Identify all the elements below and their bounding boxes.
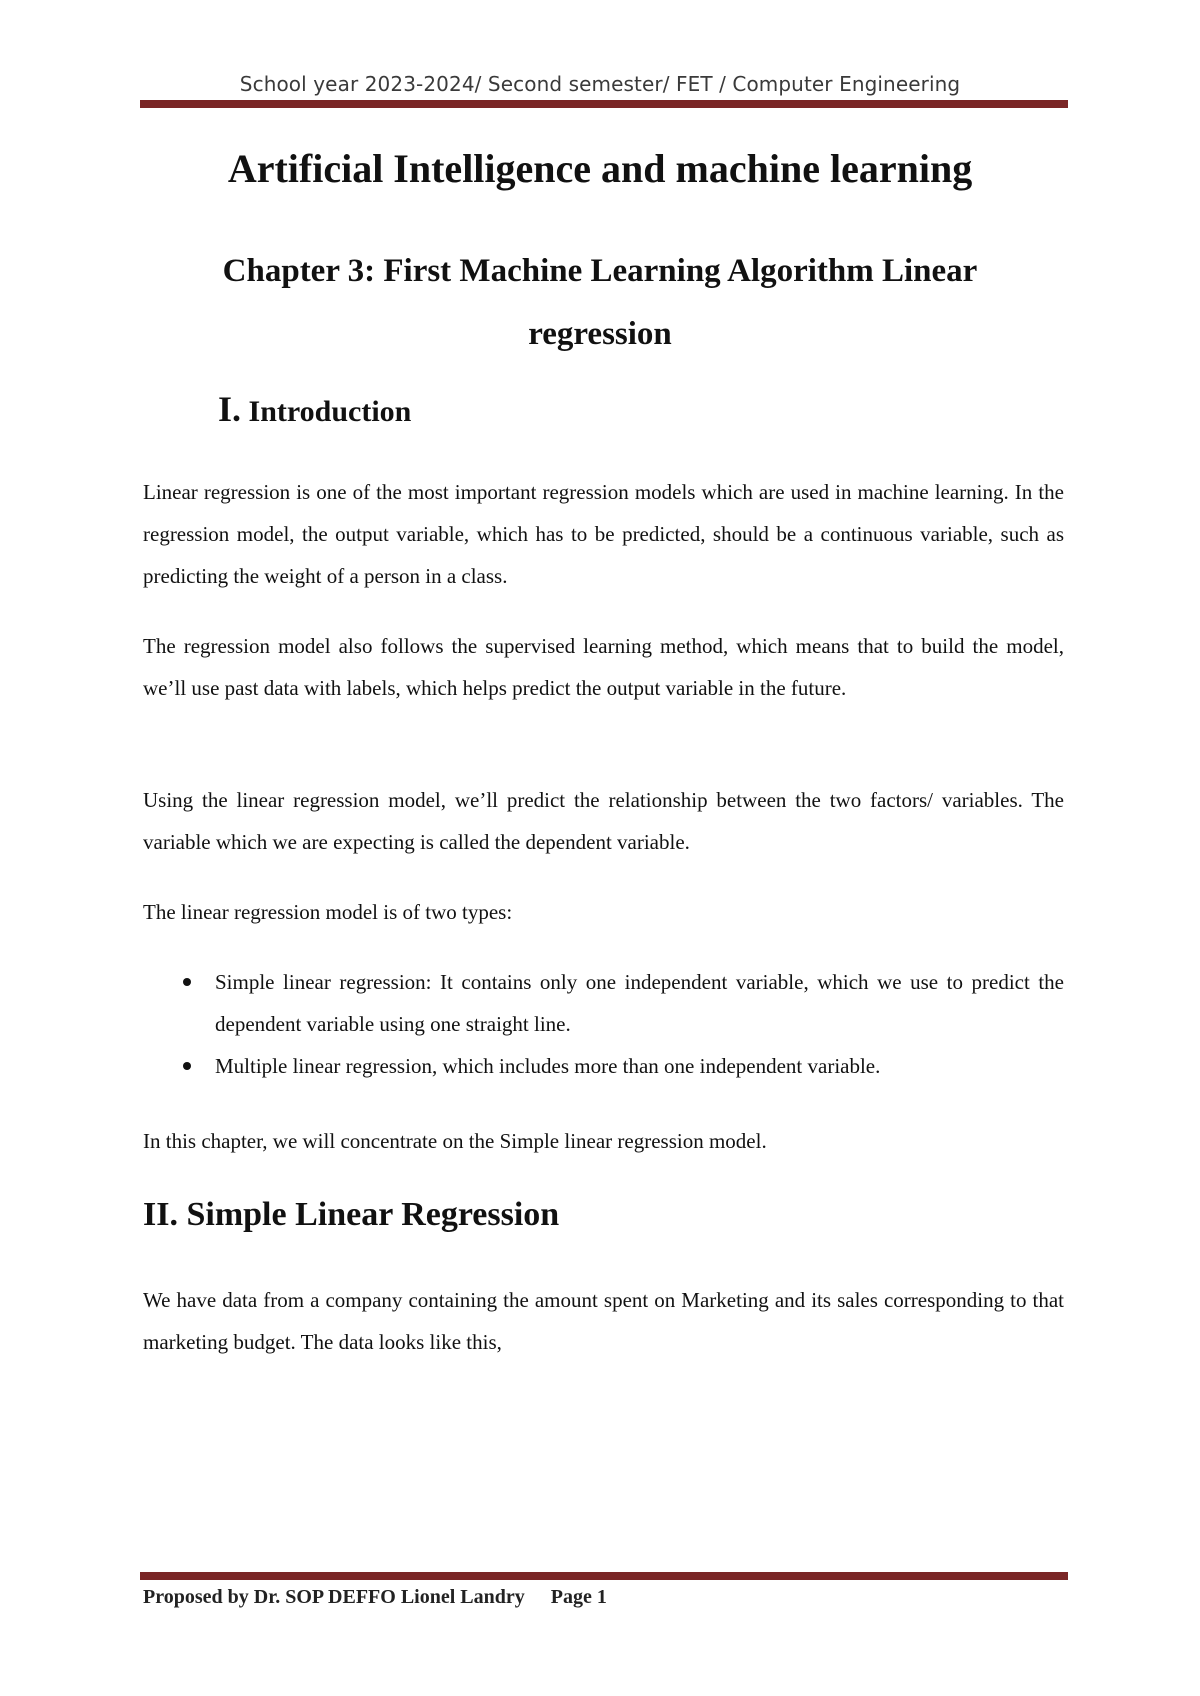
chapter-title: Chapter 3: First Machine Learning Algorithm Linear regression — [222, 253, 978, 352]
section-heading-simple-linear-regression: II. Simple Linear Regression — [143, 1196, 560, 1233]
section-title: Introduction — [248, 395, 412, 428]
paragraph: We have data from a company containing the amount spent on Marketing and its sales corresponding to that marketing budget. The data looks like this, — [143, 1288, 1064, 1354]
bullet-icon — [183, 1062, 191, 1070]
page-number: Page 1 — [550, 1586, 607, 1608]
section-number: I. — [218, 389, 242, 429]
header-rule — [140, 100, 1068, 108]
list-item-text: Multiple linear regression, which includes more than one independent variable. — [215, 1054, 881, 1078]
bullet-list — [143, 961, 1064, 1087]
list-item-text: Simple linear regression: It contains only one independent variable, which we use to predict the dependent variable using one straight line. — [215, 970, 1064, 1036]
paragraph: The linear regression model is of two types: — [143, 900, 513, 924]
paragraph: Using the linear regression model, we’ll predict the relationship between the two factors/ variables. The variable which we are expecting is called the dependent variable. — [143, 788, 1064, 854]
document-title: Artificial Intelligence and machine learning — [227, 146, 973, 191]
section-heading-introduction — [218, 388, 411, 430]
footer-rule — [140, 1572, 1068, 1580]
paragraph: The regression model also follows the supervised learning method, which means that to build the model, we’ll use past data with labels, which helps predict the output variable in the future. — [143, 634, 1064, 700]
page-footer — [143, 1586, 607, 1609]
page-header: School year 2023-2024/ Second semester/ FET / Computer Engineering — [239, 72, 961, 96]
bullet-icon — [183, 978, 191, 986]
footer-author: Proposed by Dr. SOP DEFFO Lionel Landry — [143, 1586, 525, 1608]
list-item — [143, 961, 1064, 1045]
paragraph: Linear regression is one of the most important regression models which are used in machine learning. In the regression model, the output variable, which has to be predicted, should be a continuous variable, such as predicting the weight of a person in a class. — [143, 480, 1064, 588]
list-item — [143, 1045, 1064, 1087]
paragraph: In this chapter, we will concentrate on the Simple linear regression model. — [143, 1129, 767, 1153]
